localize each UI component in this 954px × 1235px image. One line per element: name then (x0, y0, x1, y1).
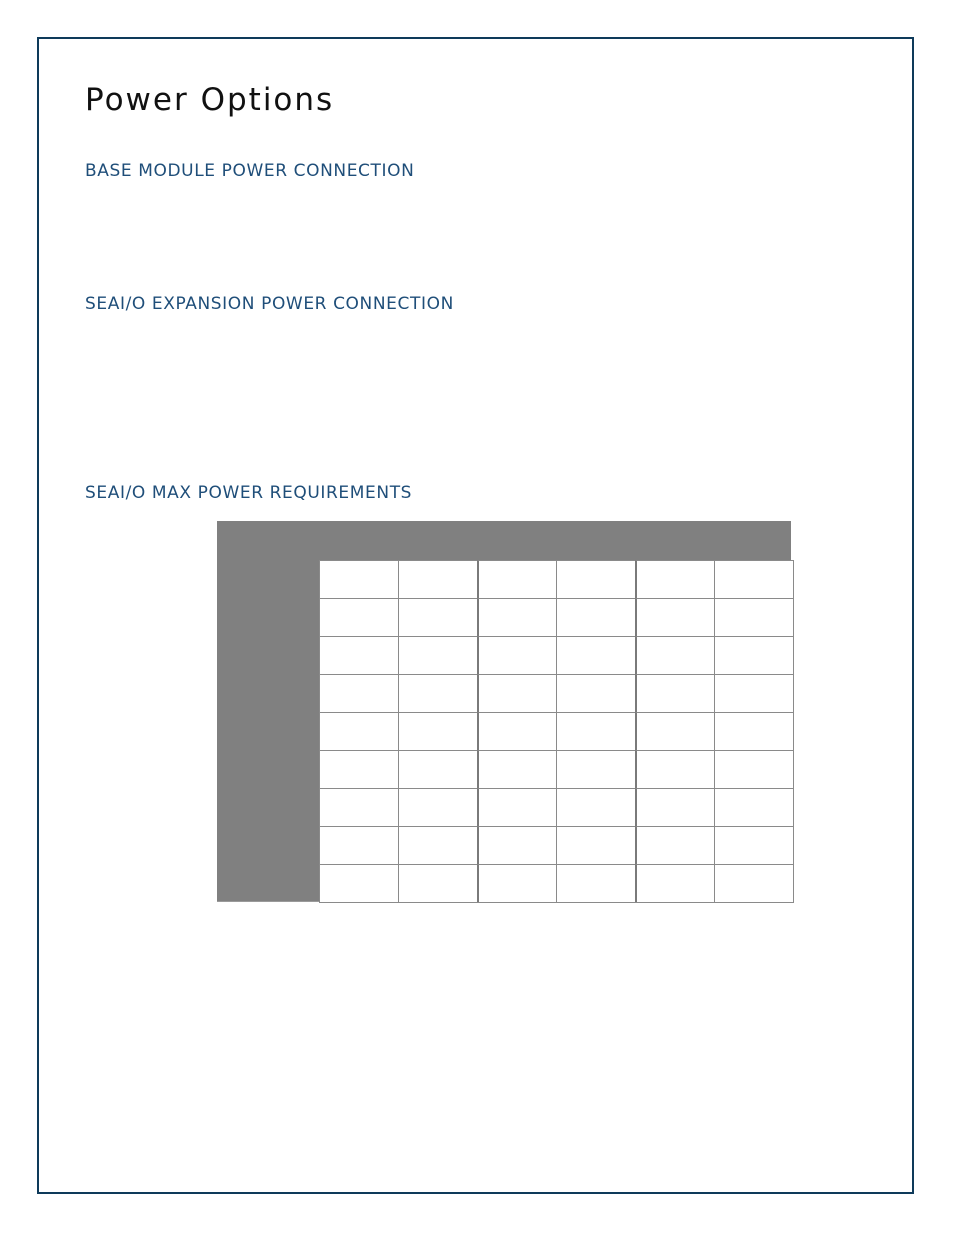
table-cell (398, 598, 477, 636)
table-cell (477, 712, 556, 750)
table-cell (477, 864, 556, 902)
table-cell (635, 864, 714, 902)
section-heading-max-power-requirements: SEAI/O MAX POWER REQUIREMENTS (85, 483, 413, 503)
table-cell (319, 712, 398, 750)
table-cell (635, 598, 714, 636)
table-cell (714, 560, 793, 598)
table-cell (398, 560, 477, 598)
table-cell (477, 750, 556, 788)
table-cell (714, 712, 793, 750)
table-cell (319, 636, 398, 674)
table-cell (319, 598, 398, 636)
table-body-grid (319, 560, 794, 903)
table-cell (556, 826, 635, 864)
table-cell (477, 826, 556, 864)
table-cell (556, 674, 635, 712)
table-cell (398, 788, 477, 826)
table-cell (556, 788, 635, 826)
table-cell (714, 750, 793, 788)
table-cell (319, 788, 398, 826)
table-cell (477, 598, 556, 636)
table-cell (635, 712, 714, 750)
table-cell (319, 864, 398, 902)
table-cell (635, 674, 714, 712)
table-cell (556, 864, 635, 902)
table-cell (556, 560, 635, 598)
table-cell (556, 636, 635, 674)
max-power-table (217, 521, 791, 902)
table-cell (398, 674, 477, 712)
section-heading-expansion-power: SEAI/O EXPANSION POWER CONNECTION (85, 294, 454, 314)
page-title: Power Options (85, 82, 335, 118)
table-cell (398, 750, 477, 788)
table-cell (398, 712, 477, 750)
table-cell (556, 598, 635, 636)
table-cell (319, 750, 398, 788)
table-cell (477, 788, 556, 826)
table-cell (477, 674, 556, 712)
section-heading-base-module-power: BASE MODULE POWER CONNECTION (85, 161, 415, 181)
table-cell (398, 826, 477, 864)
table-cell (635, 636, 714, 674)
table-cell (714, 636, 793, 674)
table-cell (477, 636, 556, 674)
table-cell (635, 826, 714, 864)
table-cell (635, 788, 714, 826)
table-cell (398, 864, 477, 902)
table-cell (398, 636, 477, 674)
table-cell (635, 560, 714, 598)
table-cell (714, 598, 793, 636)
table-cell (556, 750, 635, 788)
table-cell (477, 560, 556, 598)
table-cell (556, 712, 635, 750)
table-cell (714, 674, 793, 712)
table-cell (714, 864, 793, 902)
table-cell (714, 826, 793, 864)
table-cell (319, 560, 398, 598)
table-cell (319, 674, 398, 712)
table-cell (635, 750, 714, 788)
table-cell (319, 826, 398, 864)
table-cell (714, 788, 793, 826)
table-row-header-band (217, 521, 319, 902)
